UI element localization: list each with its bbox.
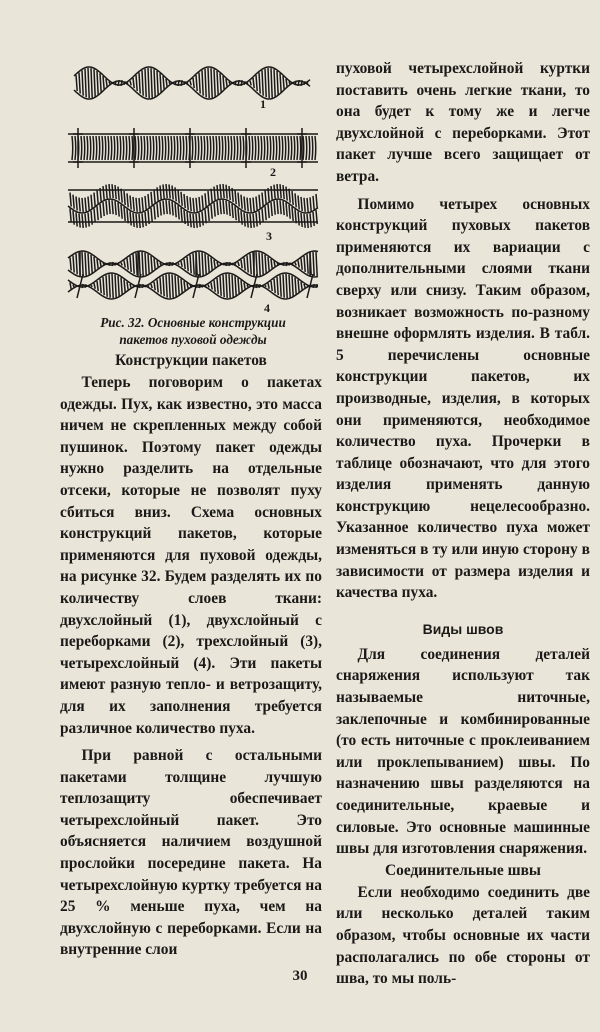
figure-label-1: 1: [260, 97, 266, 111]
figure-label-3: 3: [266, 229, 272, 243]
figure-caption-line-1: Рис. 32. Основные конструкции: [100, 315, 286, 330]
packet-4-fill-upper: [70, 252, 317, 276]
left-paragraph-2: При равной с остальными пакетами толщине лучшую теплозащиту обеспечивает четырехслойный пакет. Это объясняется наличием воздушной прослойки посередине пакета. На четырехслойную куртку требуется на 25 % меньше пуха, чем на двухслойную с переборками. Если на внутренние слои: [60, 747, 322, 959]
right-paragraph-2: Помимо четырех основных конструкций пуховых пакетов применяются их вариации с дополнительными слоями ткани сверху или снизу. Таким образом, возникает возможность по-разному внешне оформлять изделия. В табл. 5 перечислены основные конструкции пакетов, их производные, изделия, в которых они применяются, необходимое количество пуха. Прочерки в таблице обозначают, что для этого изделия применять данную конструкцию нецелесообразно. Указанное количество пуха может изменяться в ту или иную сторону в зависимости от размера изделия и качества пуха.: [336, 195, 590, 602]
figure-label-2: 2: [270, 165, 276, 179]
down-packet-diagram: [60, 62, 326, 314]
figure-label-4: 4: [264, 301, 270, 314]
packet-1-fill: [76, 68, 308, 98]
packet-2-fill: [72, 136, 316, 160]
section-heading-packets: Конструкции пакетов: [115, 352, 267, 369]
right-column: [336, 58, 590, 990]
right-paragraph-3: Для соединения деталей снаряжения используют так называемые ниточные, заклепочные и комбинированные (то есть ниточные с проклеиванием или проклепыванием) швы. По назначению швы разделяются на соединительные, краевые и силовые. Это основные машинные швы для изготовления снаряжения.: [336, 645, 590, 858]
section-heading-seam-types: Виды швов: [422, 620, 504, 637]
left-paragraph-1: Теперь поговорим о пакетах одежды. Пух, как известно, это масса ничем не скрепленных между собой пушинок. Поэтому пакет одежды нужно разделить на отдельные отсеки, которые не позволят пуху сбиться вниз. Схема основных конструкций пакетов, которые применяются для пуховой одежды, на рисунке 32. Будем разделять их по количеству слоев ткани: двухслойный (1), двухслойный с переборками (2), трехслойный (3), четырехслойный (4). Эти пакеты имеют разную тепло- и ветрозащиту, для их заполнения требуется различное количество пуха.: [60, 374, 322, 737]
left-column: [60, 350, 322, 961]
page-number: 30: [292, 968, 308, 984]
figure-caption: [60, 314, 326, 348]
section-heading-joining-seams: Соединительные швы: [385, 861, 541, 879]
right-paragraph-1: пуховой четырехслойной куртки поставить очень легкие ткани, то она будет к тому же и легче двухслойной с переборками. Этот пакет лучше всего защищает от ветра.: [336, 60, 590, 185]
figure-32: [60, 62, 326, 314]
figure-caption-line-2: пакетов пуховой одежды: [119, 332, 267, 347]
right-paragraph-4: Если необходимо соединить две или несколько деталей таким образом, чтобы основные их части располагались по обе стороны от шва, то мы поль-: [336, 883, 590, 988]
